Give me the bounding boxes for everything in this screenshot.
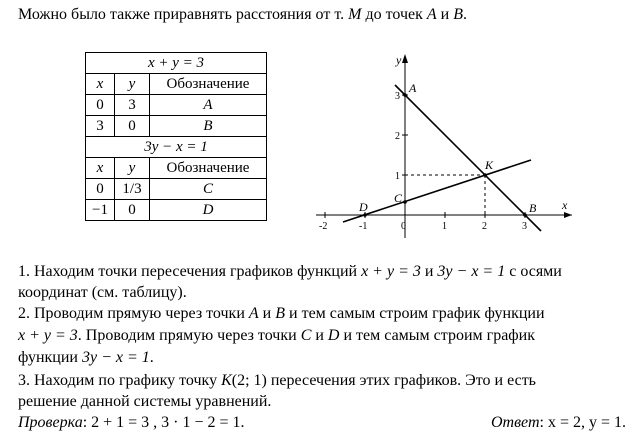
- point-c-label: C: [300, 327, 312, 344]
- equation-2: 3y − x = 1: [437, 263, 506, 280]
- point-b-label: B: [275, 305, 286, 322]
- answer-text: : x = 2, y = 1.: [539, 414, 626, 431]
- step-3-text: (2; 1) пересечения этих графиков. Это и есть: [231, 372, 536, 389]
- step-1-line-2: координат (см. таблицу).: [18, 284, 187, 301]
- x-tick-label: 0: [401, 221, 406, 232]
- table-cell-y: 0: [115, 116, 150, 137]
- table-header-row: [86, 158, 267, 179]
- answer-label: Ответ: [491, 414, 540, 431]
- table-row: [86, 179, 267, 200]
- equation-2: 3y − x = 1: [82, 349, 150, 366]
- intro-text-b: до точек: [361, 6, 427, 23]
- x-tick-label: -2: [319, 221, 328, 232]
- step-2-text: .: [149, 349, 154, 366]
- point-k-graph-label: K: [485, 158, 494, 172]
- intro-text-d: .: [463, 6, 468, 23]
- intro-text-a: Можно было также приравнять расстояния от т.: [18, 6, 349, 23]
- y-tick-label: 1: [395, 171, 400, 182]
- table-cell-label: C: [150, 179, 267, 200]
- step-2-text: и тем самым строим график функции: [285, 305, 545, 322]
- equation-2-header: 3y − x = 1: [86, 137, 267, 158]
- column-y-header: y: [115, 74, 150, 95]
- point-d-label: D: [327, 327, 340, 344]
- step-2-text: функции: [18, 349, 82, 366]
- answer-block: [491, 414, 626, 432]
- point-b: [523, 213, 527, 217]
- point-a-label: A: [248, 305, 259, 322]
- x-tick-label: 1: [442, 221, 447, 232]
- table-cell-x: 0: [86, 179, 115, 200]
- table-cell-label: B: [150, 116, 267, 137]
- table-equation-row: [86, 53, 267, 74]
- point-d-graph-label: D: [359, 200, 368, 214]
- table-cell-y: 0: [115, 200, 150, 221]
- equation-1: x + y = 3: [361, 263, 421, 280]
- equation-1: x + y = 3: [18, 327, 78, 344]
- column-label-header: Обозначение: [150, 158, 267, 179]
- table-row: [86, 200, 267, 221]
- y-tick-label: 2: [395, 131, 400, 142]
- table-cell-label: D: [150, 200, 267, 221]
- step-2-line-3: [18, 349, 154, 367]
- step-2-line-2: [18, 327, 535, 345]
- table-cell-x: −1: [86, 200, 115, 221]
- coordinate-graph: [310, 46, 580, 242]
- point-k-label: K: [221, 372, 232, 389]
- step-3-text: 3. Находим по графику точку: [18, 372, 222, 389]
- step-2-text: и тем самым строим график: [339, 327, 536, 344]
- step-3-line-2: решение данной системы уравнений.: [18, 393, 272, 410]
- point-a-label: A: [426, 6, 437, 23]
- y-axis-label: y: [396, 53, 402, 67]
- table-cell-label: A: [150, 95, 267, 116]
- step-2-text: 2. Проводим прямую через точки: [18, 305, 249, 322]
- table-cell-y: 3: [115, 95, 150, 116]
- point-m-label: M: [348, 6, 362, 23]
- values-table: [85, 52, 267, 221]
- column-x-header: x: [86, 74, 115, 95]
- table-header-row: [86, 74, 267, 95]
- point-k: [483, 173, 487, 177]
- point-b-label: B: [453, 6, 464, 23]
- x-tick-label: -1: [359, 221, 368, 232]
- step-2-text: . Проводим прямую через точки: [77, 327, 301, 344]
- x-axis-arrow: [564, 212, 572, 218]
- step-1-text: и: [420, 263, 438, 280]
- intro-line: [18, 6, 467, 24]
- table-equation-row: [86, 137, 267, 158]
- step-2-text: и: [258, 305, 276, 322]
- step-2-text: и: [311, 327, 328, 344]
- step-1-text: с осями: [505, 263, 562, 280]
- y-tick-label: 3: [395, 91, 400, 102]
- intro-text-c: и: [436, 6, 454, 23]
- step-3-line-1: [18, 372, 536, 390]
- check-label: Проверка: [18, 414, 83, 431]
- line-3y-minus-x-eq-1: [343, 160, 531, 222]
- equation-1-header: x + y = 3: [86, 53, 267, 74]
- table-row: [86, 116, 267, 137]
- column-label-header: Обозначение: [150, 74, 267, 95]
- table-cell-x: 3: [86, 116, 115, 137]
- table-cell-y: 1/3: [115, 179, 150, 200]
- column-x-header: x: [86, 158, 115, 179]
- x-tick-label: 3: [522, 221, 527, 232]
- step-2-line-1: [18, 305, 545, 323]
- point-a: [403, 93, 407, 97]
- point-a-graph-label: A: [409, 81, 417, 95]
- y-axis-arrow: [402, 54, 408, 63]
- point-c: [403, 200, 407, 204]
- check-block: [18, 414, 245, 432]
- step-1-line-1: [18, 263, 562, 281]
- point-c-graph-label: C: [394, 191, 403, 205]
- column-y-header: y: [115, 158, 150, 179]
- line-x-plus-y-eq-3: [395, 85, 541, 231]
- y-tick-labels: [395, 91, 400, 182]
- step-1-text: 1. Находим точки пересечения графиков функций: [18, 263, 362, 280]
- point-b-graph-label: B: [529, 201, 537, 215]
- table-row: [86, 95, 267, 116]
- x-axis-label: x: [562, 198, 568, 212]
- check-text: : 2 + 1 = 3 , 3 · 1 − 2 = 1.: [82, 414, 245, 431]
- x-tick-label: 2: [482, 221, 487, 232]
- table-cell-x: 0: [86, 95, 115, 116]
- x-tick-labels: [319, 221, 527, 232]
